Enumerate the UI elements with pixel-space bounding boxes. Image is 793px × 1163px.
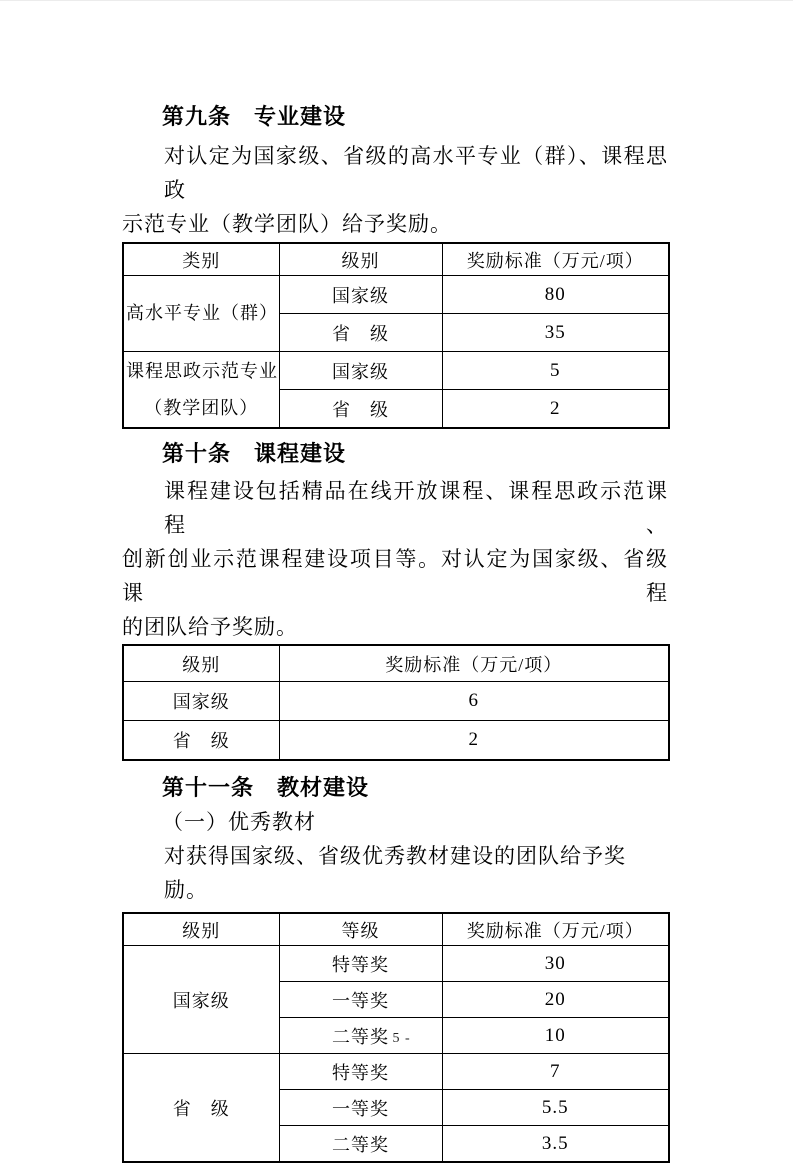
table-header-row (123, 243, 669, 276)
paragraph-line: 课程建设包括精品在线开放课程、课程思政示范课程、 (164, 479, 668, 537)
category-text: 课程思政示范专业 (126, 360, 278, 381)
amount-cell: 20 (442, 982, 669, 1018)
article-10-heading: 第十条 课程建设 (162, 441, 347, 466)
table-row (123, 946, 669, 982)
level-cell: 国家级 (279, 276, 442, 314)
amount-cell: 7 (442, 1054, 669, 1090)
header-cell-standard: 奖励标准（万元/项） (442, 913, 669, 946)
article-11-heading: 第十一条 教材建设 (162, 775, 370, 800)
grade-cell: 一等奖 (279, 982, 442, 1018)
amount-cell: 10 (442, 1018, 669, 1054)
amount-cell: 3.5 (442, 1126, 669, 1163)
grade-cell: 一等奖 (279, 1090, 442, 1126)
paragraph-line: 创新创业示范课程建设项目等。对认定为国家级、省级课程 (122, 547, 668, 605)
article-11-paragraph (122, 839, 668, 907)
article-10-paragraph (122, 474, 668, 644)
level-cell: 国家级 (123, 682, 279, 721)
level-cell: 省 级 (123, 721, 279, 761)
amount-cell: 5 (442, 352, 669, 390)
level-cell: 省 级 (279, 390, 442, 429)
category-cell (123, 352, 279, 429)
article-9-heading: 第九条 专业建设 (162, 104, 347, 129)
header-cell-level: 级别 (123, 645, 279, 682)
grade-cell: 特等奖 (279, 946, 442, 982)
table-row (123, 352, 669, 390)
level-group-cell: 国家级 (123, 946, 279, 1054)
amount-cell: 80 (442, 276, 669, 314)
category-text: （教学团队） (144, 397, 259, 418)
amount-cell: 2 (442, 390, 669, 429)
level-cell: 省 级 (279, 314, 442, 352)
amount-cell: 2 (279, 721, 669, 761)
amount-cell: 6 (279, 682, 669, 721)
paragraph-line: 示范专业（教学团队）给予奖励。 (122, 212, 452, 236)
page-content (122, 103, 668, 1163)
grade-cell: 二等奖 (279, 1018, 442, 1054)
table-row (123, 276, 669, 314)
paragraph-line: 对认定为国家级、省级的高水平专业（群）、课程思政 (164, 144, 668, 202)
article-9-paragraph (122, 139, 668, 241)
header-cell-grade: 等级 (279, 913, 442, 946)
category-cell (123, 276, 279, 352)
header-cell-category: 类别 (123, 243, 279, 276)
paragraph-line: 对获得国家级、省级优秀教材建设的团队给予奖励。 (164, 844, 626, 902)
category-text: 高水平专业（群） (126, 303, 278, 323)
paragraph-line: 的团队给予奖励。 (122, 615, 298, 639)
amount-cell: 30 (442, 946, 669, 982)
header-cell-level: 级别 (123, 913, 279, 946)
header-cell-standard: 奖励标准（万元/项） (279, 645, 669, 682)
table-row (123, 721, 669, 761)
article-11-subheading: （一）优秀教材 (162, 810, 316, 834)
amount-cell: 5.5 (442, 1090, 669, 1126)
amount-cell: 35 (442, 314, 669, 352)
professional-reward-table (122, 242, 670, 429)
table-header-row (123, 645, 669, 682)
grade-cell: 特等奖 (279, 1054, 442, 1090)
table-row (123, 1054, 669, 1090)
table-row (123, 682, 669, 721)
header-cell-level: 级别 (279, 243, 442, 276)
course-reward-table (122, 644, 670, 761)
level-cell: 国家级 (279, 352, 442, 390)
table-header-row (123, 913, 669, 946)
grade-cell: 二等奖 (279, 1126, 442, 1163)
header-cell-standard: 奖励标准（万元/项） (442, 243, 669, 276)
page-number: - 5 - (382, 1031, 411, 1046)
level-group-cell: 省 级 (123, 1054, 279, 1163)
